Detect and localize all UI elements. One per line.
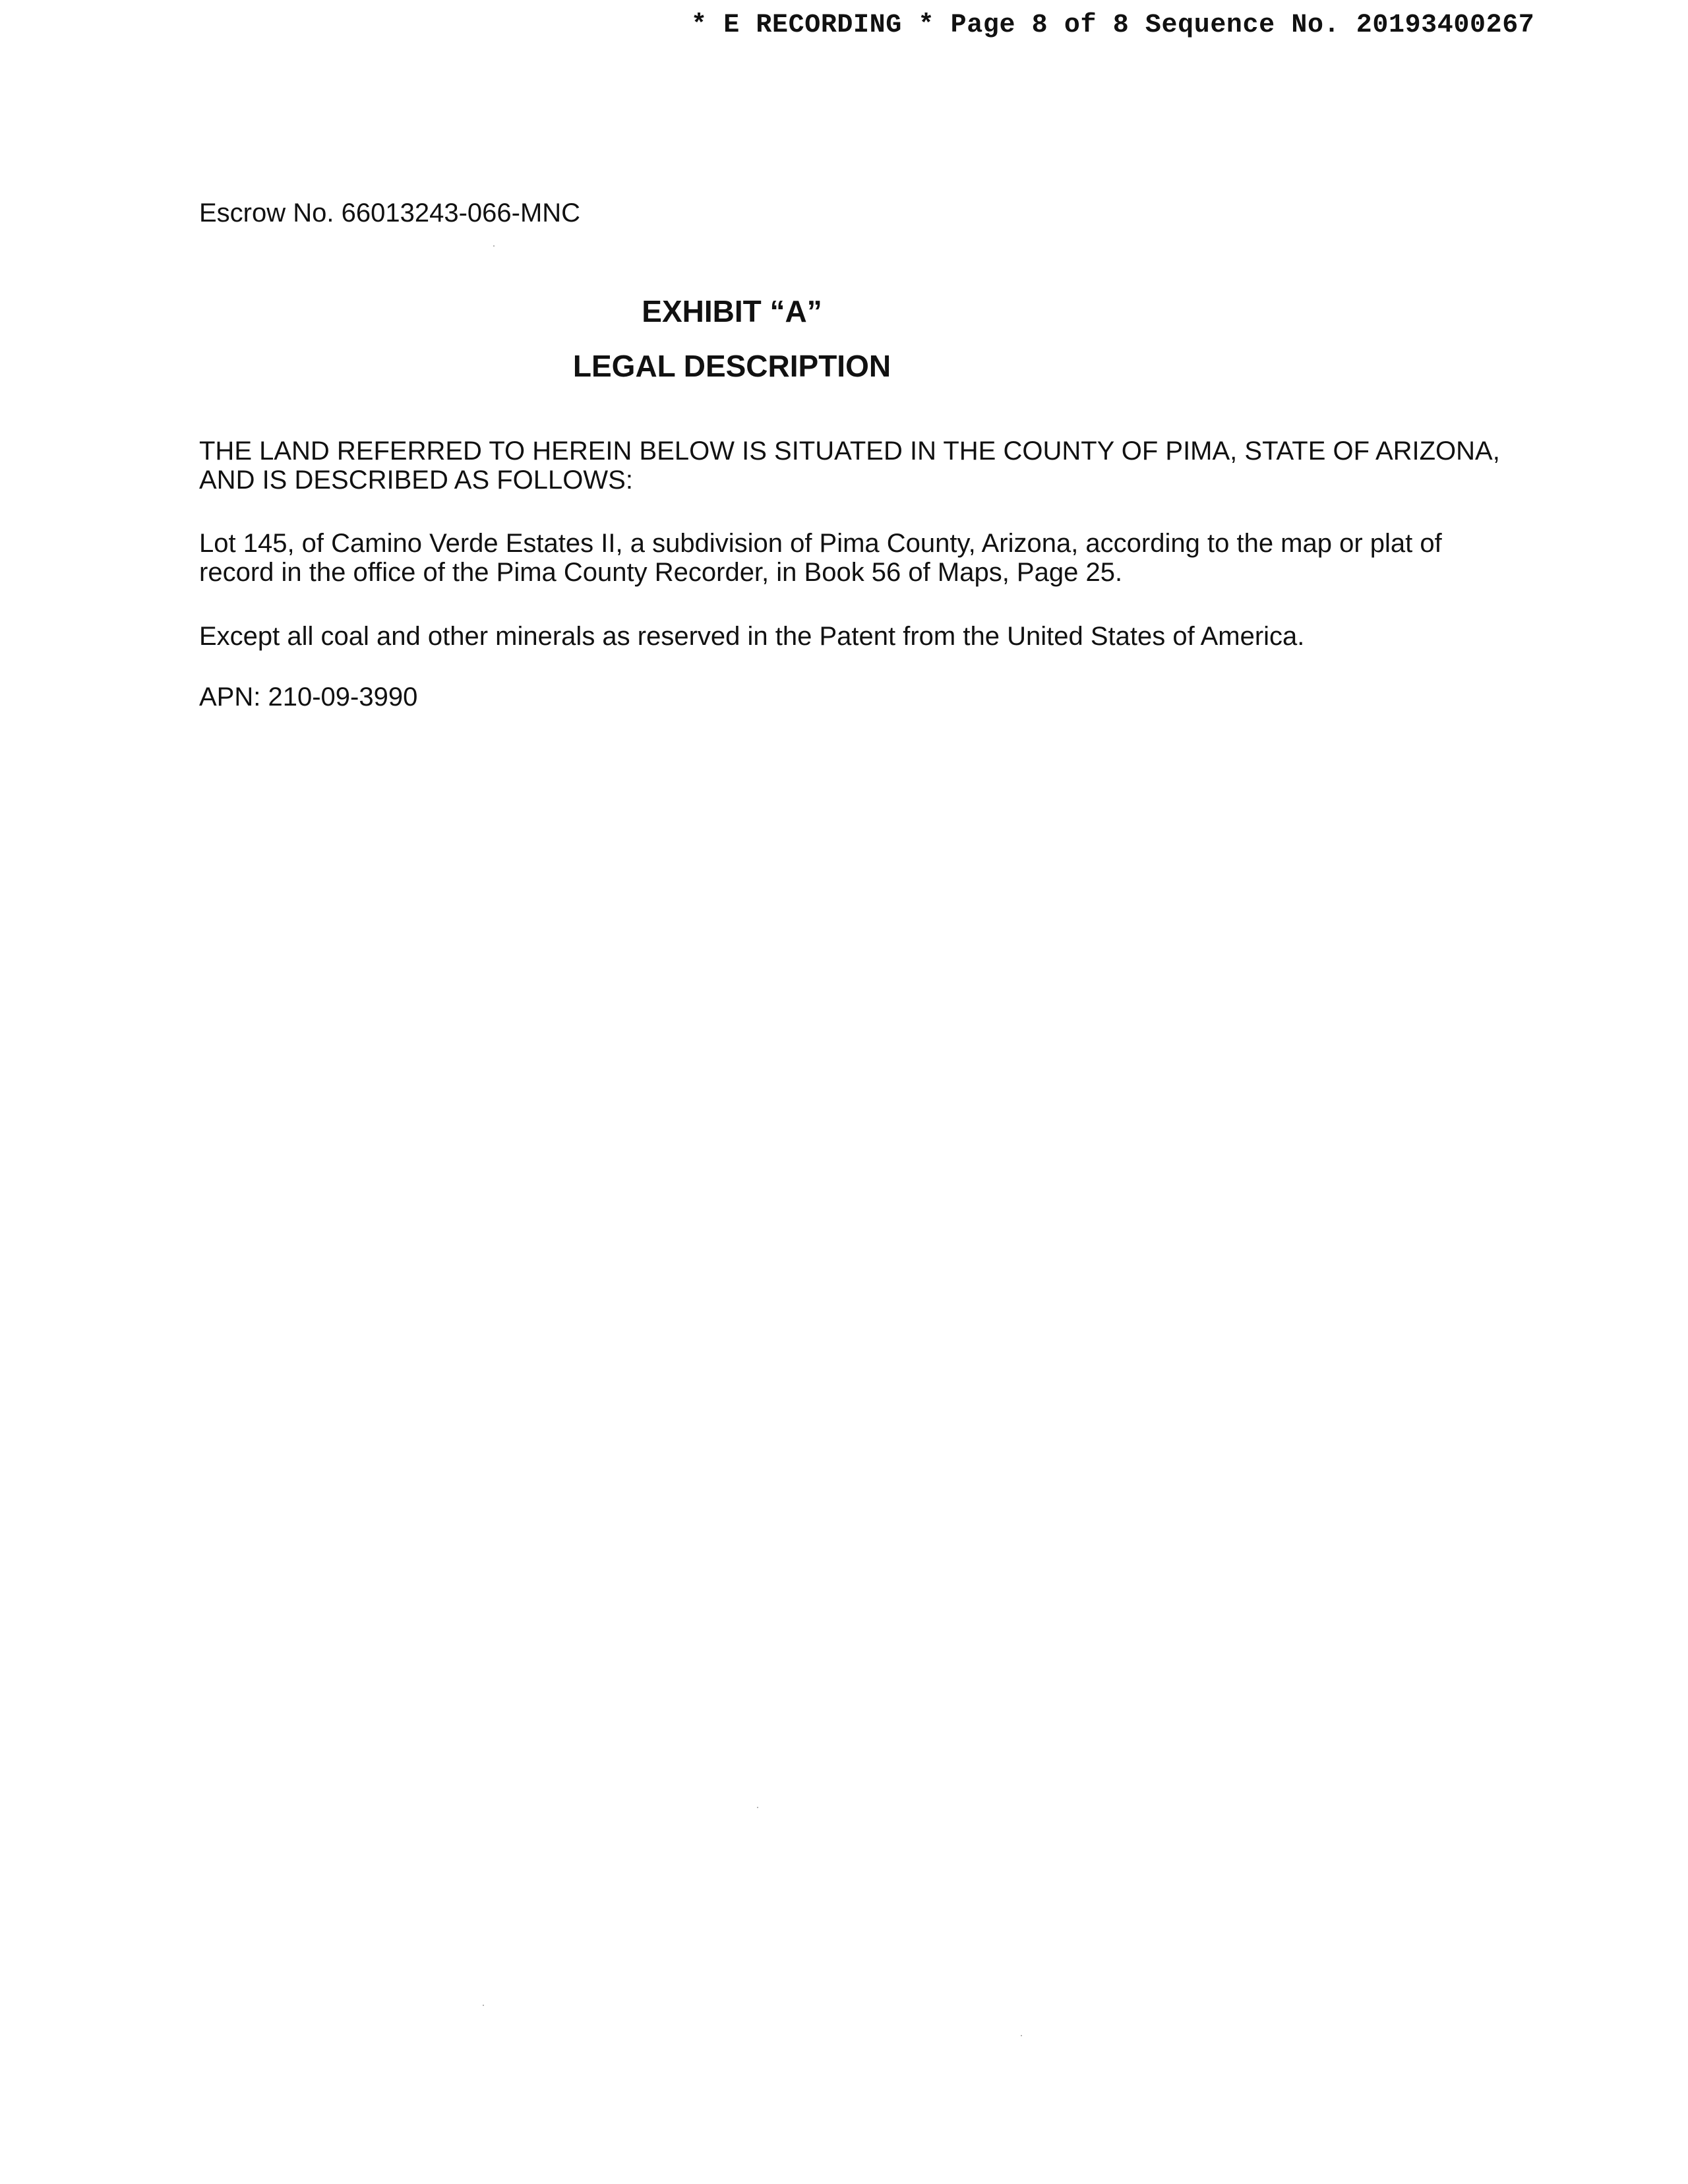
recording-header: * E RECORDING * Page 8 of 8 Sequence No. 20193400267 (691, 11, 1535, 40)
escrow-number: Escrow No. 66013243-066-MNC (199, 198, 581, 228)
exhibit-title: EXHIBIT “A” (642, 294, 822, 328)
apn-line: APN: 210-09-3990 (199, 682, 418, 712)
scan-speck (1021, 2035, 1022, 2036)
scan-speck (493, 245, 495, 247)
mineral-exception-paragraph: Except all coal and other minerals as reserved in the Patent from the United States of America. (199, 622, 1305, 651)
scan-speck (483, 2005, 484, 2006)
scan-speck (757, 1807, 758, 1808)
legal-description-heading: LEGAL DESCRIPTION (572, 349, 891, 383)
land-situation-paragraph: THE LAND REFERRED TO HEREIN BELOW IS SITUATED IN THE COUNTY OF PIMA, STATE OF ARIZONA, AND IS DESCRIBED AS FOLLOWS: (199, 437, 1500, 495)
lot-description-paragraph: Lot 145, of Camino Verde Estates II, a subdivision of Pima County, Arizona, according to the map or plat of record in the office of the Pima County Recorder, in Book 56 of Maps, Page 25. (199, 529, 1442, 587)
